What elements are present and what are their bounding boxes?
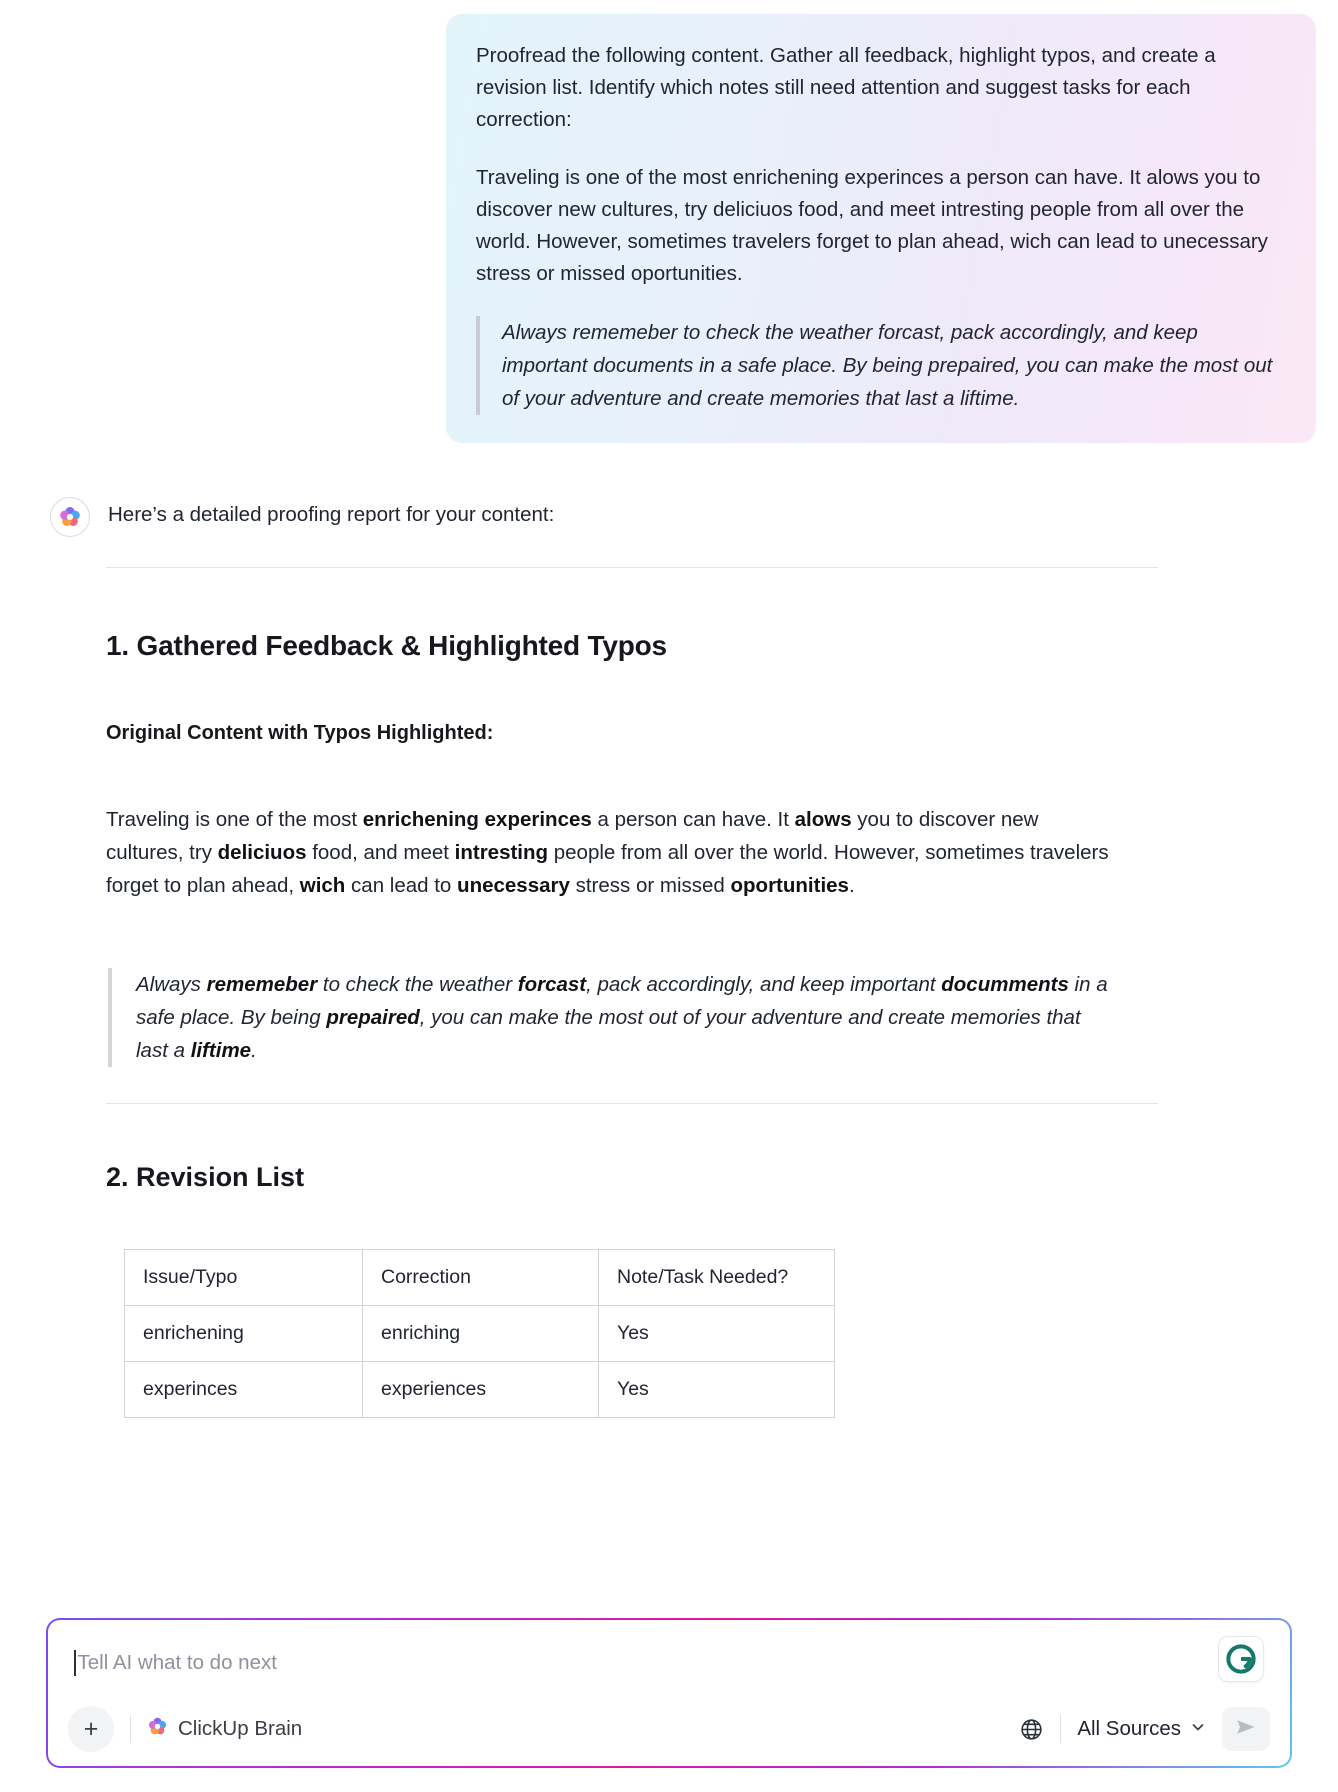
prompt-input[interactable] bbox=[68, 1638, 1270, 1692]
table-header-cell: Correction bbox=[363, 1250, 599, 1306]
assistant-intro-text: Here’s a detailed proofing report for your content: bbox=[108, 503, 555, 526]
send-arrow-icon bbox=[1234, 1715, 1258, 1744]
table-header-cell: Note/Task Needed? bbox=[599, 1250, 835, 1306]
plus-icon[interactable]: + bbox=[68, 1706, 114, 1752]
section-2-heading: 2. Revision List bbox=[106, 1162, 305, 1192]
section-divider bbox=[106, 567, 1158, 568]
text-caret bbox=[74, 1650, 76, 1676]
table-header-cell: Issue/Typo bbox=[125, 1250, 363, 1306]
table-cell: experiences bbox=[363, 1362, 599, 1418]
chevron-down-icon bbox=[1190, 1719, 1206, 1740]
user-message-body: Traveling is one of the most enrichening experinces a person can have. It alows you to discover new cultures, try deliciuos food, and meet intresting people from all over the world. However, sometimes travelers forget to plan ahead, wich can lead to unecessary stress or missed oportunities. bbox=[476, 166, 1268, 285]
model-selector[interactable] bbox=[147, 1716, 302, 1743]
typo-highlight: deliciuos bbox=[217, 841, 307, 864]
user-message-row bbox=[0, 0, 1338, 443]
typo-highlight: enrichening experinces bbox=[362, 808, 592, 831]
assistant-message bbox=[0, 443, 1338, 1418]
table-cell: enrichening bbox=[125, 1306, 363, 1362]
grammarly-g-icon[interactable] bbox=[1218, 1636, 1264, 1682]
table-cell: experinces bbox=[125, 1362, 363, 1418]
assistant-body bbox=[50, 630, 1110, 1418]
sources-dropdown[interactable] bbox=[1077, 1717, 1206, 1741]
globe-icon[interactable] bbox=[1019, 1717, 1044, 1742]
user-message-quote: Always rememeber to check the weather forcast, pack accordingly, and keep important documents in a safe place. By being prepaired, you can make the most out of your adventure and create memories that last a liftime. bbox=[476, 316, 1286, 415]
typo-highlight: rememeber bbox=[206, 973, 318, 996]
table-cell: Yes bbox=[599, 1362, 835, 1418]
typo-highlight: prepaired bbox=[326, 1006, 420, 1029]
section-divider-2 bbox=[106, 1103, 1158, 1104]
typo-highlight: documments bbox=[941, 973, 1069, 996]
clickup-brain-flower-icon bbox=[50, 497, 90, 537]
table-row bbox=[125, 1362, 835, 1418]
model-selector-label: ClickUp Brain bbox=[178, 1717, 303, 1740]
composer-inner bbox=[48, 1620, 1290, 1766]
user-message-intro: Proofread the following content. Gather all feedback, highlight typos, and create a revision list. Identify which notes still need attention and suggest tasks for each correction: bbox=[476, 44, 1216, 131]
table-row bbox=[125, 1306, 835, 1362]
typo-highlight: liftime bbox=[190, 1039, 252, 1062]
typo-highlight: unecessary bbox=[457, 874, 570, 897]
clickup-brain-flower-icon bbox=[147, 1716, 168, 1743]
highlighted-quote: Always rememeber to check the weather forcast, pack accordingly, and keep important documments in a safe place. By being prepaired, you can make the most out of your adventure and create memories that last a liftime. bbox=[108, 968, 1110, 1067]
toolbar-divider-right bbox=[1060, 1715, 1061, 1743]
send-button[interactable] bbox=[1222, 1707, 1270, 1751]
composer-toolbar bbox=[68, 1706, 1270, 1752]
sources-dropdown-label: All Sources bbox=[1077, 1717, 1181, 1740]
composer-container bbox=[46, 1618, 1292, 1768]
typo-highlight: intresting bbox=[454, 841, 549, 864]
toolbar-divider-left bbox=[130, 1715, 131, 1743]
user-message-bubble bbox=[446, 14, 1316, 443]
typo-highlight: oportunities bbox=[730, 874, 849, 897]
assistant-header bbox=[50, 495, 1310, 537]
revision-table bbox=[124, 1249, 835, 1418]
prompt-input-placeholder: Tell AI what to do next bbox=[77, 1651, 277, 1674]
table-header-row bbox=[125, 1250, 835, 1306]
typo-highlight: forcast bbox=[517, 973, 587, 996]
typo-highlight: alows bbox=[794, 808, 852, 831]
section-1-subheading: Original Content with Typos Highlighted: bbox=[106, 722, 494, 744]
section-1-heading: 1. Gathered Feedback & Highlighted Typos bbox=[106, 630, 667, 661]
table-cell: Yes bbox=[599, 1306, 835, 1362]
typo-highlight: wich bbox=[299, 874, 346, 897]
highlighted-paragraph: Traveling is one of the most enrichening experinces a person can have. It alows you to discover new cultures, try deliciuos food, and meet intresting people from all over the world. However, sometimes travelers forget to plan ahead, wich can lead to unecessary stress or missed oportunities. bbox=[106, 808, 1109, 897]
table-cell: enriching bbox=[363, 1306, 599, 1362]
composer-gradient-border bbox=[46, 1618, 1292, 1768]
